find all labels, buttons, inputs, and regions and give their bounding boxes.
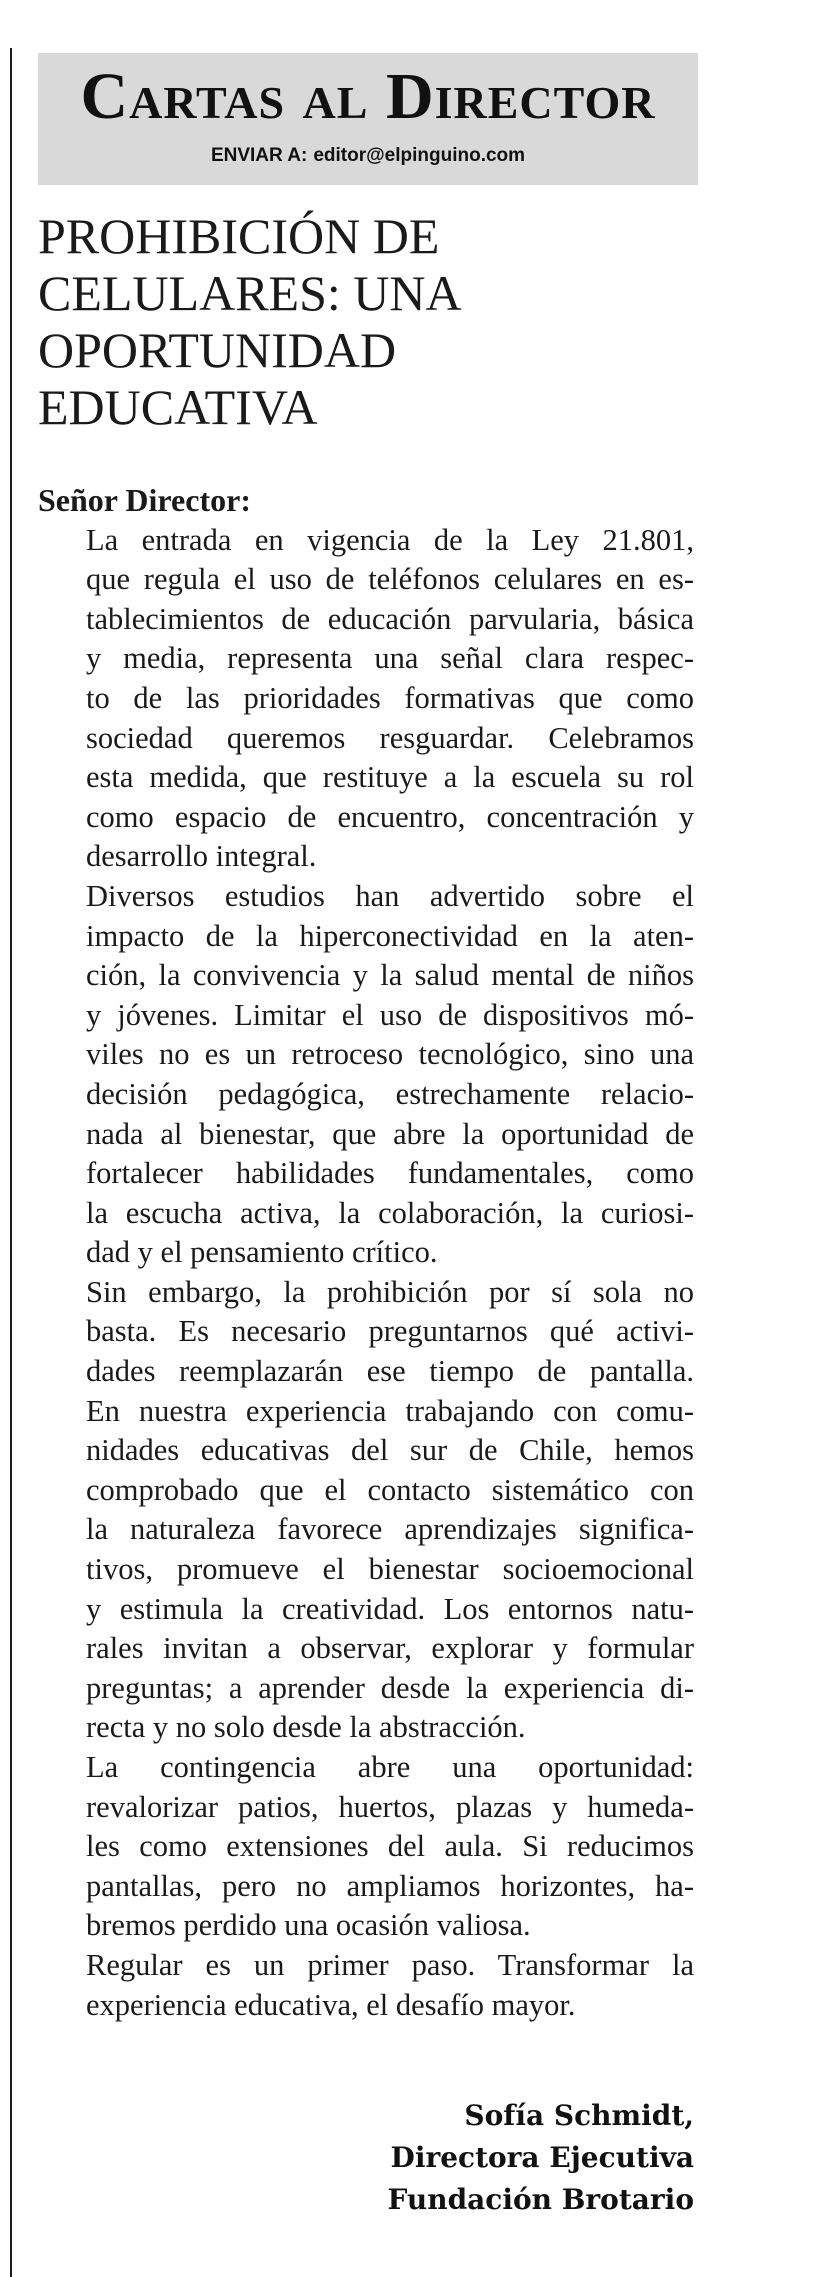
text-line: basta. Es necesario preguntarnos qué activi-	[86, 1314, 694, 1349]
text-line: rales invitan a observar, explorar y formular	[86, 1631, 694, 1666]
text-line: recta y no solo desde la abstracción.	[86, 1710, 526, 1745]
text-line: dades reemplazarán ese tiempo de pantalla.	[86, 1354, 694, 1389]
text-line: La contingencia abre una oportunidad:	[86, 1750, 694, 1784]
text-line: la naturaleza favorece aprendizajes significa-	[86, 1512, 694, 1547]
text-line: y jóvenes. Limitar el uso de dispositivos mó-	[86, 997, 694, 1032]
letter-paragraph-4	[38, 1748, 694, 1946]
signature-block	[387, 2095, 694, 2221]
editor-email: editor@elpinguino.com	[313, 145, 526, 166]
text-line: Sin embargo, la prohibición por sí sola no	[86, 1274, 694, 1309]
headline-line: OPORTUNIDAD	[38, 322, 397, 378]
text-line: comprobado que el contacto sistemático con	[86, 1472, 694, 1507]
text-line: fortalecer habilidades fundamentales, como	[86, 1156, 694, 1191]
headline-line: PROHIBICIÓN DE	[38, 208, 440, 264]
text-line: La entrada en vigencia de la Ley 21.801,	[86, 522, 694, 557]
text-line: tivos, promueve el bienestar socioemocional	[86, 1552, 694, 1587]
text-line: En nuestra experiencia trabajando con comu-	[86, 1393, 694, 1428]
text-line: revalorizar patios, huertos, plazas y humeda-	[86, 1789, 694, 1824]
text-line: to de las prioridades formativas que como	[86, 680, 694, 715]
letter-paragraph-3	[38, 1273, 694, 1748]
text-line: sociedad queremos resguardar. Celebramos	[86, 720, 694, 755]
letter-paragraph-2	[38, 877, 694, 1273]
headline-line: EDUCATIVA	[38, 379, 318, 435]
text-line: tablecimientos de educación parvularia, básica	[86, 601, 694, 636]
text-line: nidades educativas del sur de Chile, hemos	[86, 1433, 694, 1468]
signature-name: Sofía Schmidt,	[464, 2099, 694, 2132]
text-line: ción, la convivencia y la salud mental de niños	[86, 958, 694, 993]
send-to-line	[38, 142, 698, 170]
text-line: y media, representa una señal clara respec-	[86, 641, 694, 676]
text-line: pantallas, pero no ampliamos horizontes, ha-	[86, 1868, 694, 1903]
text-line: nada al bienestar, que abre la oportunidad de	[86, 1116, 694, 1151]
text-line: esta medida, que restituye a la escuela su rol	[86, 760, 694, 795]
headline-line: CELULARES: UNA	[38, 265, 462, 321]
text-line: viles no es un retroceso tecnológico, sino una	[86, 1037, 694, 1072]
text-line: preguntas; a aprender desde la experiencia di-	[86, 1670, 694, 1705]
send-to-label: ENVIAR A:	[210, 145, 308, 166]
text-line: y estimula la creatividad. Los entornos natu-	[86, 1591, 694, 1626]
text-line: impacto de la hiperconectividad en la aten-	[86, 918, 694, 953]
letter-body	[38, 481, 694, 2025]
text-line: Regular es un primer paso. Transformar la	[86, 1947, 694, 1982]
section-title: Cartas al Director	[80, 60, 656, 133]
signature-organization: Fundación Brotario	[387, 2183, 694, 2216]
text-line: les como extensiones del aula. Si reducimos	[86, 1829, 694, 1864]
letter-paragraph-5	[38, 1946, 694, 2025]
salutation: Señor Director:	[38, 482, 251, 518]
text-line: decisión pedagógica, estrechamente relacio-	[86, 1076, 694, 1111]
text-line: experiencia educativa, el desafío mayor.	[86, 1987, 576, 2022]
letter-headline	[38, 208, 718, 436]
text-line: desarrollo integral.	[86, 839, 317, 874]
text-line: la escucha activa, la colaboración, la curiosi-	[86, 1195, 694, 1230]
text-line: que regula el uso de teléfonos celulares en es-	[86, 562, 694, 597]
text-line: como espacio de encuentro, concentración y	[86, 799, 694, 834]
letter-paragraph-1	[38, 521, 694, 877]
text-line: dad y el pensamiento crítico.	[86, 1235, 438, 1270]
signature-role: Directora Ejecutiva	[390, 2141, 694, 2174]
text-line: Diversos estudios han advertido sobre el	[86, 878, 694, 913]
text-line: bremos perdido una ocasión valiosa.	[86, 1908, 531, 1943]
column-rule	[10, 48, 12, 2277]
